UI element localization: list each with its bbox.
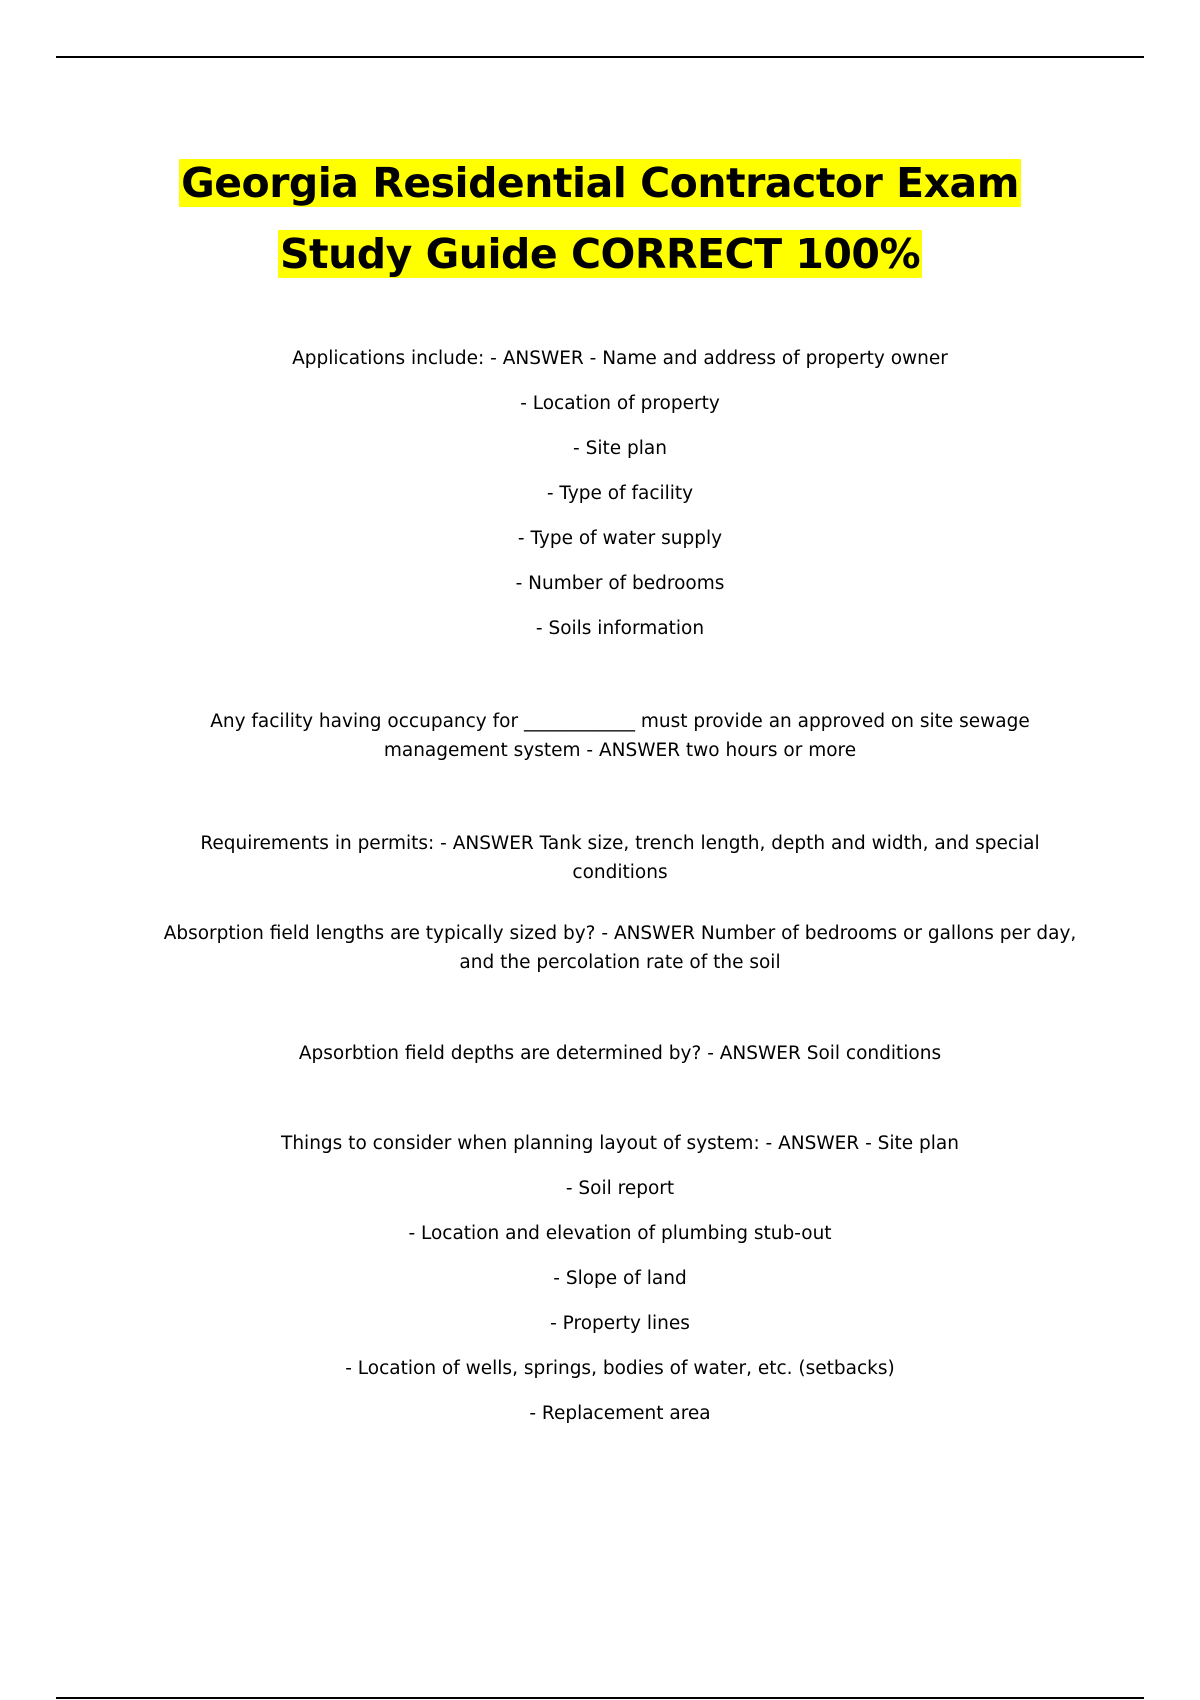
qa-entry-layout-considerations xyxy=(150,1121,1090,1436)
qa-text: Any facility having occupancy for ____________ must provide an approved on site sewage management system - ANSWER two hours or more xyxy=(210,711,1030,761)
qa-line: - Location of property xyxy=(520,393,720,414)
qa-text: Requirements in permits: - ANSWER Tank size, trench length, depth and width, and special conditions xyxy=(200,833,1040,883)
qa-line: - Location and elevation of plumbing stub-out xyxy=(408,1223,832,1244)
qa-line: - Replacement area xyxy=(529,1403,711,1424)
qa-line: - Property lines xyxy=(550,1313,690,1334)
header-rule xyxy=(56,56,1144,58)
qa-line: - Soils information xyxy=(535,618,705,639)
qa-text: Apsorbtion field depths are determined by? - ANSWER Soil conditions xyxy=(298,1043,942,1064)
qa-line: - Type of water supply xyxy=(517,528,723,549)
qa-entry-applications xyxy=(150,336,1090,651)
qa-line: - Slope of land xyxy=(553,1268,687,1289)
qa-entry-occupancy xyxy=(150,707,1090,765)
qa-line: - Location of wells, springs, bodies of water, etc. (setbacks) xyxy=(345,1358,895,1379)
qa-line: - Soil report xyxy=(565,1178,675,1199)
footer-rule xyxy=(56,1697,1144,1699)
qa-text: Absorption field lengths are typically sized by? - ANSWER Number of bedrooms or gallons per day, and the percolation rate of the soil xyxy=(163,923,1077,973)
qa-line: - Site plan xyxy=(573,438,667,459)
title-highlight: Georgia Residential Contractor Exam Study Guide CORRECT 100% xyxy=(181,159,1019,278)
qa-line: - Number of bedrooms xyxy=(515,573,725,594)
qa-entry-permit-requirements xyxy=(150,829,1090,887)
qa-entry-field-lengths xyxy=(150,919,1090,977)
document-title xyxy=(130,148,1070,290)
qa-line: - Type of facility xyxy=(546,483,694,504)
qa-line: Things to consider when planning layout of system: - ANSWER - Site plan xyxy=(281,1133,959,1154)
qa-entry-field-depths xyxy=(150,1039,1090,1068)
qa-line: Applications include: - ANSWER - Name and address of property owner xyxy=(292,348,948,369)
